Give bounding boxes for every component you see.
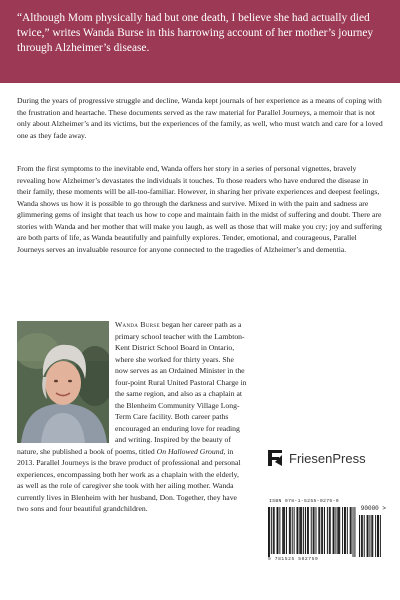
barcode-bar: [322, 507, 323, 554]
barcode-bar: [335, 507, 336, 554]
barcode-bar: [297, 507, 298, 554]
barcode-bar: [350, 507, 351, 554]
barcode-bar: [338, 507, 339, 554]
author-bio: [17, 319, 247, 515]
author-name: Wanda Burse: [115, 320, 160, 329]
barcode-bar: [345, 507, 346, 554]
barcode-bar: [316, 507, 317, 554]
price-barcode-bar: [377, 515, 378, 557]
barcode-bar: [330, 507, 331, 554]
barcode-bar: [303, 507, 304, 554]
price-barcode-bar: [368, 515, 369, 557]
barcode-bar: [353, 507, 354, 557]
barcode-bar: [274, 507, 275, 554]
barcode-bar: [299, 507, 300, 554]
price-barcode-bar: [367, 515, 368, 557]
price-barcode-bar: [371, 515, 372, 557]
barcode-bar: [305, 507, 306, 554]
barcode-bar: [311, 507, 312, 554]
barcode-bar: [307, 507, 308, 554]
barcode-bar: [313, 507, 314, 554]
price-barcode-bar: [369, 515, 370, 557]
barcode-bar: [324, 507, 325, 554]
price-barcode-bar: [380, 515, 381, 557]
barcode-bar: [301, 507, 302, 554]
friesenpress-logo-icon: [266, 449, 284, 467]
description-paragraph-2: From the first symptoms to the inevitable end, Wanda offers her story in a series of personal vignettes, bravely revealing how Alzheimer’s devastates the individuals it touches. To those readers who have endured the disease in their family, these moments will be all-too-familiar. However, in sharing her private experiences and deepest feelings, Wanda shows us how it is possible to go through the darkness and survive. Mixed in with the pain and sadness are glimmering gems of insight that teach us how to cope and maintain faith in the midst of suffering and doubt. There are stories with Wanda and her mother that will make you laugh, as well as those that will make you cry; joy and suffering are both parts of life, as Wanda beautifully and painfully explores. Tender, emotional, and courageous, Parallel Journeys serves an invaluable resource for anyone connected to the tragedies of Alzheimer’s and dementia.: [17, 164, 382, 254]
poetry-book-title: On Hallowed Ground: [156, 446, 224, 456]
barcode-bars: [262, 497, 388, 565]
publisher-logo: [266, 448, 386, 468]
barcode-bar: [292, 507, 293, 554]
barcode-bar: [342, 507, 343, 554]
barcode-bar: [347, 507, 348, 554]
pull-quote: “Although Mom physically had but one death, I believe she had actually died twice,” writes Wanda Burse in this harrowing account of her mother’s journey through Alzheimer’s disease.: [17, 12, 374, 54]
barcode-bar: [351, 507, 352, 554]
barcode-bar: [327, 507, 328, 554]
barcode-bar: [271, 507, 272, 554]
price-barcode-bar: [359, 515, 360, 557]
barcode-bar: [289, 507, 290, 554]
barcode-bar: [333, 507, 334, 554]
price-barcode-bar: [364, 515, 365, 557]
price-barcode-bar: [375, 515, 376, 557]
barcode-bar: [286, 507, 287, 554]
price-barcode-bar: [361, 515, 362, 557]
price-barcode-bar: [372, 515, 373, 557]
barcode-bar: [354, 507, 355, 557]
price-barcode-bar: [362, 515, 363, 557]
barcode-bar: [294, 507, 295, 554]
barcode-bar: [300, 507, 301, 554]
bio-text-1: began her career path as a primary school teacher with the Lambton-Kent District School Board in Ontario, where she worked for thirty years. She now serves as an Ordained Minister in the four-point Rural United Pastoral Charge in the same region, and also as a chaplain at the Blenheim Community Village Long-Term Care facility. Both career paths encouraged an enduring love for reading and writing. Inspired by the beauty of nature, she published a book of poems, titled: [17, 320, 247, 456]
barcode-bar: [344, 507, 345, 554]
barcode-bar: [329, 507, 330, 554]
barcode-bar: [318, 507, 319, 554]
barcode-bar: [319, 507, 320, 554]
barcode-bar: [314, 507, 315, 554]
barcode-bar: [308, 507, 309, 554]
barcode-bar: [284, 507, 285, 554]
barcode-bar: [283, 507, 284, 554]
barcode-bar: [278, 507, 279, 554]
bio-text-2: , in 2013. Parallel Journeys is the brave product of professional and personal experiences, encompassing both her work as a chaplain with the elderly, as well as the role of caregiver she took with her ailing mother. Wanda currently lives in Blenheim with her husband, Don. Together, they have two sons and four beautiful grandchildren.: [17, 446, 241, 513]
barcode-bar: [269, 507, 270, 557]
barcode-bar: [297, 507, 298, 554]
barcode-digits: 9 781525 502750: [268, 557, 319, 562]
barcode-bar: [337, 507, 338, 554]
publisher-name: FriesenPress: [289, 450, 366, 466]
isbn-barcode: [262, 497, 388, 565]
barcode-bar: [277, 507, 278, 554]
barcode-bar: [321, 507, 322, 554]
barcode-bar: [290, 507, 291, 554]
barcode-bar: [339, 507, 340, 554]
barcode-bar: [282, 507, 283, 554]
isbn-label: ISBN 978-1-5255-0275-0: [269, 499, 339, 504]
barcode-bar: [334, 507, 335, 554]
barcode-bar: [273, 507, 274, 554]
price-code: 90000 >: [360, 505, 386, 512]
price-barcode-bar: [378, 515, 379, 557]
barcode-bar: [268, 507, 269, 557]
description-paragraph-1: During the years of progressive struggle and decline, Wanda kept journals of her experience as a means of coping with the frustration and heartache. These documents served as the raw material for Parallel Journeys, a memoir that is not only about Alzheimer’s and its victims, but the experiences of the family, as well, who must watch and care for a loved one as they fade away.: [17, 96, 383, 140]
barcode-bar: [279, 507, 280, 554]
